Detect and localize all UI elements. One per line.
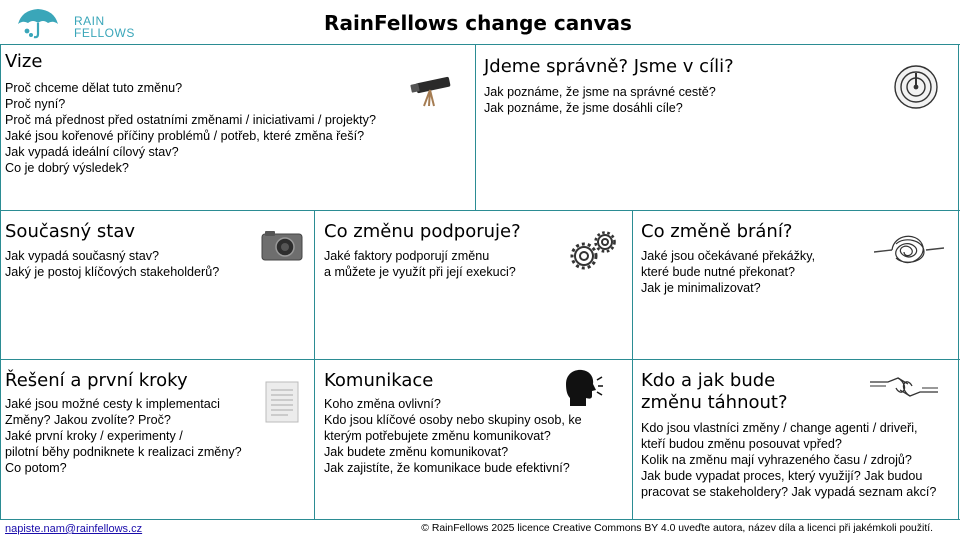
cell-kdo-a-jak-body: Kdo jsou vlastníci změny / change agenti / driveři, kteří budou změnu posouvat vpřed? Kolik na změnu mají vyhrazeného času / zdrojů? Jak bude vypadat proces, který využijí? Jak budou pracovat se stakeholdery? Jak vypadá seznam akcí? [641,421,937,499]
grid-line-right [958,44,959,520]
cell-reseni-a-prvni-kroky-title: Řešení a první kroky [5,370,188,391]
cell-jdeme-body: Jak poznáme, že jsme na správné cestě? Jak poznáme, že jsme dosáhli cíle? [484,85,716,115]
cell-co-zmene-brani-title: Co změně brání? [641,221,793,242]
logo-text-fellows: FELLOWS [74,26,135,40]
cell-kdo-a-jak-title: Kdo a jak bude změnu táhnout? [641,370,788,413]
grid-line-bottom [0,519,960,520]
cell-vize-body: Proč chceme dělat tuto změnu? Proč nyní? Proč má přednost před ostatními změnami / iniciativami / projekty? Jaké jsou kořenové příčiny problémů / potřeb, které změna řeší? Jak vypadá ideální cílový stav? Co je dobrý výsledek? [5,81,376,175]
camera-icon [261,228,303,262]
cell-jdeme [484,56,954,116]
grid-line-left [0,44,1,520]
speaking-head-icon [562,368,604,408]
tangle-icon [874,230,944,270]
cell-komunikace-title: Komunikace [324,370,434,391]
cell-soucasny-stav-body: Jak vypadá současný stav? Jaký je postoj klíčových stakeholderů? [5,249,220,279]
cell-co-zmene-brani-body: Jaké jsou očekávané překážky, které bude nutné překonat? Jak je minimalizovat? [641,249,816,295]
telescope-icon [408,72,454,108]
grid-line-col1 [314,210,315,520]
cell-co-zmenu-podporuje-body: Jaké faktory podporují změnu a můžete je využít při její exekuci? [324,249,516,279]
target-icon [893,64,939,110]
cell-reseni-a-prvni-kroky-body: Jaké jsou možné cesty k implementaci Změny? Jakou zvolíte? Proč? Jaké první kroky / experimenty / pilotní běhy podniknete k realizaci změny? Co potom? [5,397,242,475]
cell-vize [5,51,470,176]
cell-vize-title: Vize [5,51,43,72]
cell-soucasny-stav-title: Současný stav [5,221,136,242]
logo-text-rain: RAIN [74,14,105,28]
cell-co-zmenu-podporuje-title: Co změnu podporuje? [324,221,521,242]
grid-line-row2 [0,359,960,360]
cell-jdeme-title: Jdeme správně? Jsme v cíli? [484,56,734,77]
cell-komunikace-body: Koho změna ovlivní? Kdo jsou klíčové osoby nebo skupiny osob, ke kterým potřebujete změnu komunikovat? Jak budete změnu komunikovat? Jak zajistíte, že komunikace bude efektivní? [324,397,582,475]
grid-line-row1 [0,210,960,211]
grid-line-col-top [475,44,476,210]
handshake-icon [868,372,940,402]
page-title: RainFellows change canvas [324,11,632,35]
grid-line-top [0,44,960,45]
footer-email-link[interactable]: napiste.nam@rainfellows.cz [5,523,143,535]
grid-line-col2 [632,210,633,520]
footer-license: © RainFellows 2025 licence Creative Commons BY 4.0 uveďte autora, název díla a licenci při jakémkoli použití. [421,523,933,534]
gears-icon [568,228,620,272]
document-icon [264,380,300,424]
